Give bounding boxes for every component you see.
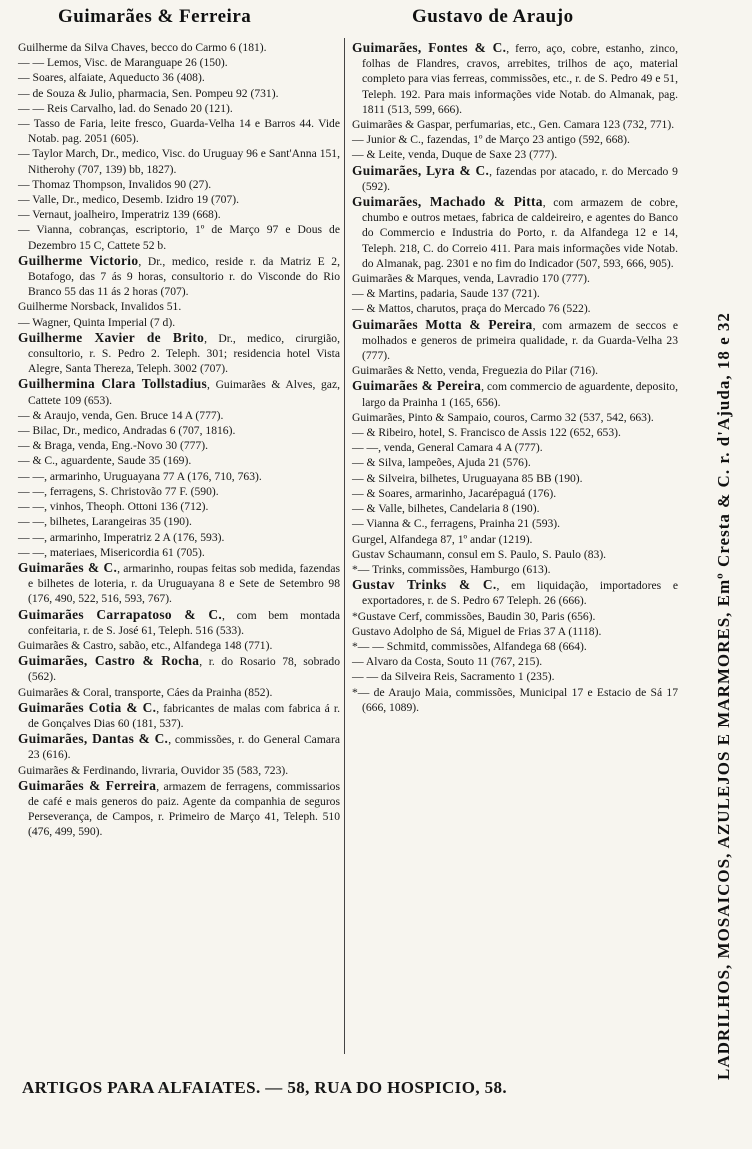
directory-entry: Guimarães & Ferdinando, livraria, Ouvidor 35 (583, 723). — [18, 763, 289, 777]
directory-entry: Guimarães, Dantas & C., commissões, r. do General Camara 23 (616). — [18, 731, 340, 762]
entry-firm-name: Guimarães, Dantas & C. — [18, 731, 169, 747]
directory-entry: Guilherme Norsback, Invalidos 51. — [18, 300, 182, 314]
directory-entry: Guimarães & C., armarinho, roupas feitas sob medida, fazendas e bilhetes de loteria, r. da Uruguayana 8 e Sete de Setembro 98 (176, 490, 522, 516, 593, 767). — [18, 559, 340, 606]
directory-entry: — Valle, Dr., medico, Desemb. Izidro 19 (707). — [18, 193, 239, 207]
left-column — [18, 40, 340, 840]
directory-entry: — Bilac, Dr., medico, Andradas 6 (707, 1816). — [18, 424, 236, 438]
entry-firm-name: Guimarães & Ferreira — [18, 777, 157, 793]
directory-entry: Gustav Trinks & C., em liquidação, importadores e exportadores, r. de S. Pedro 67 Teleph. 26 (666). — [352, 577, 678, 608]
directory-entry: — & Silveira, bilhetes, Uruguayana 85 BB (190). — [352, 471, 583, 485]
directory-entry: — & C., aguardente, Saude 35 (169). — [18, 454, 192, 468]
entry-firm-name: Guimarães & Pereira — [352, 378, 482, 394]
directory-entry: Guimarães, Fontes & C., ferro, aço, cobre, estanho, zinco, folhas de Flandres, cravos, arrebites, trilhos de aço, material completo para vias ferreas, commissões, etc., r. de S. Pedro 49 e 51, Teleph. 192. Para mais informações vide Notab. do Almanak, pag. 1811 (513, 599, 666). — [352, 40, 679, 116]
entry-firm-name: Guimarães, Fontes & C. — [352, 40, 507, 55]
directory-entry: — —, armarinho, Uruguayana 77 A (176, 710, 763). — [18, 469, 262, 483]
directory-entry: — —, vinhos, Theoph. Ottoni 136 (712). — [18, 500, 209, 514]
directory-entry: Guimarães, Pinto & Sampaio, couros, Carmo 32 (537, 542, 663). — [352, 410, 654, 424]
page-header — [0, 6, 725, 32]
directory-entry: Guimarães Cotia & C., fabricantes de malas com fabrica á r. de Gonçalves Dias 60 (181, 537). — [18, 699, 340, 730]
directory-entry: — & Martins, padaria, Saude 137 (721). — [352, 287, 540, 301]
directory-entry: Guimarães, Machado & Pitta, com armazem de cobre, chumbo e outros metaes, fabrica de caldeireiro, e agentes do Banco do Commercio e Industria do Porto, r. da Alfandega 12 e 14, Teleph. 218, C. do Correio 411. Para mais informações vide Notab. do Almanak, pag. 2301 e no fim do Indicador (507, 593, 666, 905). — [352, 194, 678, 270]
directory-entry: Guimarães, Castro & Rocha, r. do Rosario 78, sobrado (562). — [18, 653, 341, 684]
directory-entry: Guimarães & Marques, venda, Lavradio 170 (777). — [352, 272, 590, 286]
directory-entry: Guimarães Carrapatoso & C., com bem montada confeitaria, r. de S. José 61, Teleph. 516 (533). — [18, 606, 340, 637]
directory-entry: — & Araujo, venda, Gen. Bruce 14 A (777). — [18, 408, 224, 422]
header-left-running-title: Guimarães & Ferreira — [58, 6, 252, 27]
directory-entry: Guilherme Victorio, Dr., medico, reside r. da Matriz E 2, Botafogo, das 7 ás 9 horas, consultorio r. do Visconde do Rio Branco 55 das 11 ás 2 horas (707). — [18, 252, 340, 299]
directory-entry: — & Valle, bilhetes, Candelaria 8 (190). — [352, 502, 540, 516]
directory-entry: — —, venda, General Camara 4 A (777). — [352, 441, 543, 455]
entry-firm-name: Guimarães, Castro & Rocha — [18, 653, 200, 669]
header-right-running-title: Gustavo de Araujo — [412, 6, 574, 27]
directory-entry: — — da Silveira Reis, Sacramento 1 (235). — [352, 670, 555, 684]
directory-entry: — Alvaro da Costa, Souto 11 (767, 215). — [352, 655, 543, 669]
directory-entry: Guimarães & Coral, transporte, Cáes da Prainha (852). — [18, 685, 273, 699]
directory-entry: Guilherme Xavier de Brito, Dr., medico, cirurgião, consultorio, r. S. Pedro 2. Teleph. 301; residencia hotel Vista Alegre, Santa Thereza, Teleph. 3002 (707). — [18, 329, 340, 376]
directory-entry: Guimarães Motta & Pereira, com armazem de seccos e molhados e generos de primeira qualidade, r. da Guarda-Velha 23 (777). — [352, 316, 678, 363]
directory-entry: Guimarães & Gaspar, perfumarias, etc., Gen. Camara 123 (732, 771). — [352, 118, 675, 132]
directory-entry: Gustavo Adolpho de Sá, Miguel de Frias 37 A (1118). — [352, 624, 602, 638]
entry-firm-name: Guimarães & C. — [18, 559, 118, 575]
directory-entry: Guimarães, Lyra & C., fazendas por atacado, r. do Mercado 9 (592). — [352, 162, 678, 193]
directory-entry: — & Soares, armarinho, Jacarépaguá (176). — [352, 486, 557, 500]
entry-firm-name: Guimarães Cotia & C. — [18, 699, 157, 715]
directory-entry: — & Ribeiro, hotel, S. Francisco de Assis 122 (652, 653). — [352, 426, 621, 440]
directory-entry: *Gustave Cerf, commissões, Baudin 30, Paris (656). — [352, 609, 596, 623]
entry-firm-name: Gustav Trinks & C. — [352, 577, 497, 593]
directory-entry: *— Trinks, commissões, Hamburgo (613). — [352, 562, 551, 576]
entry-firm-name: Guilherme Victorio — [18, 252, 139, 268]
directory-entry: — Vernaut, joalheiro, Imperatriz 139 (668). — [18, 208, 221, 222]
directory-entry: — Thomaz Thompson, Invalidos 90 (27). — [18, 177, 212, 191]
column-divider — [344, 38, 345, 1054]
directory-entry: — & Leite, venda, Duque de Saxe 23 (777). — [352, 148, 558, 162]
directory-entry: Guimarães & Netto, venda, Freguezia do Pilar (716). — [352, 364, 598, 378]
directory-entry: — Wagner, Quinta Imperial (7 d). — [18, 315, 176, 329]
entry-firm-name: Guilhermina Clara Tollstadius — [18, 376, 208, 392]
directory-entry: Guimarães & Pereira, com commercio de aguardente, deposito, largo da Prainha 1 (165, 656). — [352, 378, 678, 409]
directory-entry: — & Silva, lampeões, Ajuda 21 (576). — [352, 456, 531, 470]
directory-entry: — Vianna, cobranças, escriptorio, 1º de Março 97 e Dous de Dezembro 15 C, Cattete 52 b. — [18, 223, 340, 252]
directory-entry: — de Souza & Julio, pharmacia, Sen. Pompeu 92 (731). — [18, 86, 279, 100]
directory-entry: *— — Schmitd, commissões, Alfandega 68 (664). — [352, 639, 587, 653]
directory-entry: — — Lemos, Visc. de Maranguape 26 (150). — [18, 56, 228, 70]
directory-entry: — —, bilhetes, Larangeiras 35 (190). — [18, 515, 192, 529]
directory-entry: Guimarães & Castro, sabão, etc., Alfandega 148 (771). — [18, 638, 273, 652]
right-column — [352, 40, 678, 715]
directory-entry: Guimarães & Ferreira, armazem de ferragens, commissarios de café e mais generos do paiz. Agente da companhia de seguros Perseverança, de Campos, r. Primeiro de Março 41, Teleph. 510 (476, 499, 590). — [18, 777, 340, 839]
directory-entry: — Vianna & C., ferragens, Prainha 21 (593). — [352, 517, 561, 531]
directory-entry: Guilhermina Clara Tollstadius, Guimarães & Alves, gaz, Cattete 109 (653). — [18, 376, 340, 407]
entry-firm-name: Guimarães, Lyra & C. — [352, 162, 490, 178]
directory-entry: *— de Araujo Maia, commissões, Municipal 17 e Estacio de Sá 17 (666, 1089). — [352, 685, 678, 714]
side-advertisement — [684, 20, 733, 1080]
side-advertisement-text: LADRILHOS, MOSAICOS, AZULEJOS E MARMORES, Emº Cresta & C. r. d'Ajuda, 18 e 32 — [714, 312, 733, 1080]
directory-entry: — —, ferragens, S. Christovão 77 F. (590). — [18, 484, 219, 498]
directory-entry: Guilherme da Silva Chaves, becco do Carmo 6 (181). — [18, 41, 267, 54]
directory-entry: Gustav Schaumann, consul em S. Paulo, S. Paulo (83). — [352, 547, 607, 561]
footer-advertisement: ARTIGOS PARA ALFAIATES. — 58, RUA DO HOSPICIO, 58. — [22, 1078, 508, 1097]
directory-entry: — & Mattos, charutos, praça do Mercado 76 (522). — [352, 302, 591, 316]
entry-firm-name: Guimarães Motta & Pereira — [352, 316, 533, 332]
directory-entry: Gurgel, Alfandega 87, 1º andar (1219). — [352, 532, 533, 546]
entry-firm-name: Guilherme Xavier de Brito — [18, 329, 205, 345]
directory-entry: — —, armarinho, Imperatriz 2 A (176, 593). — [18, 530, 225, 544]
directory-entry: — Taylor March, Dr., medico, Visc. do Uruguay 96 e Sant'Anna 151, Nitherohy (707, 139) bb, 1827). — [18, 147, 340, 176]
directory-entry: — Junior & C., fazendas, 1º de Março 23 antigo (592, 668). — [352, 133, 630, 147]
directory-entry: — — Reis Carvalho, lad. do Senado 20 (121). — [18, 101, 233, 115]
entry-firm-name: Guimarães Carrapatoso & C. — [18, 606, 222, 622]
directory-entry: — Soares, alfaiate, Aqueducto 36 (408). — [18, 71, 205, 85]
directory-entry: — Tasso de Faria, leite fresco, Guarda-Velha 14 e Barros 44. Vide Notab. pag. 2051 (605). — [18, 117, 340, 146]
directory-entry: — —, materiaes, Misericordia 61 (705). — [18, 545, 205, 559]
entry-firm-name: Guimarães, Machado & Pitta — [352, 194, 543, 210]
directory-entry: — & Braga, venda, Eng.-Novo 30 (777). — [18, 439, 208, 453]
